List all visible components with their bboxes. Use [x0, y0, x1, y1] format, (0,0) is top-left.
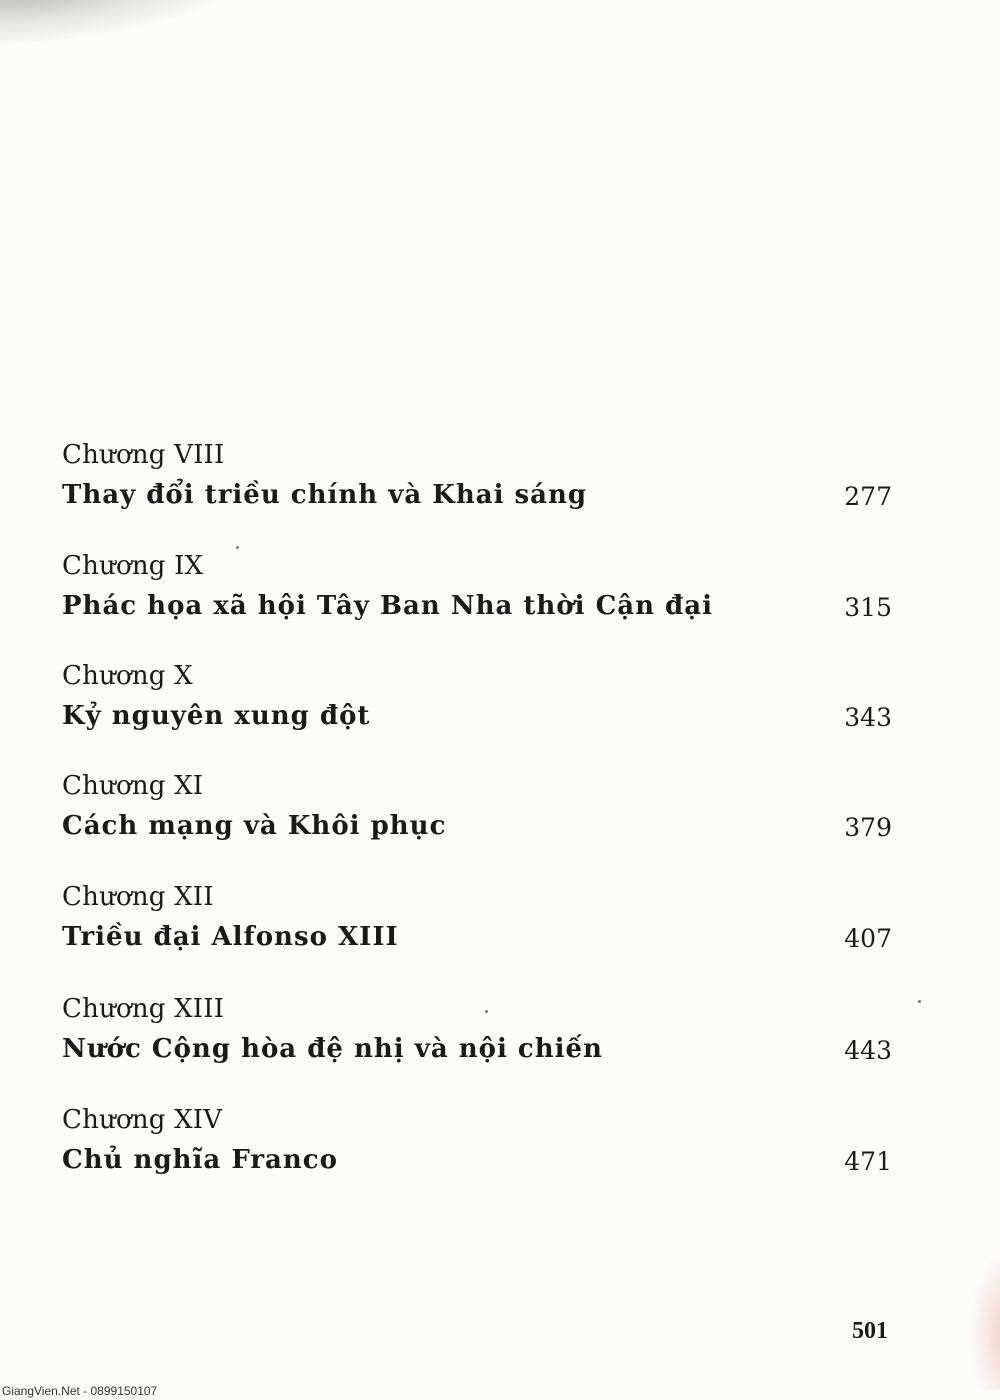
chapter-page-number: 379 [844, 813, 892, 842]
chapter-title: Nước Cộng hòa đệ nhị và nội chiến [62, 1034, 603, 1064]
chapter-page-number: 343 [844, 703, 892, 732]
chapter-number: Chương XII [62, 882, 214, 912]
chapter-number: Chương XIII [62, 994, 225, 1024]
chapter-title: Cách mạng và Khôi phục [62, 811, 447, 841]
chapter-title: Kỷ nguyên xung đột [62, 701, 371, 731]
toc-entry [62, 661, 922, 741]
chapter-number: Chương VIII [62, 440, 225, 470]
toc-entry [62, 882, 922, 962]
page-edge-shadow [0, 0, 264, 51]
watermark: GiangVien.Net - 0899150107 [2, 1384, 158, 1398]
chapter-page-number: 471 [844, 1147, 892, 1176]
toc-entry [62, 1105, 922, 1185]
chapter-page-number: 407 [844, 924, 892, 953]
page-folio: 501 [852, 1318, 888, 1344]
toc-entry [62, 771, 922, 851]
chapter-page-number: 443 [844, 1036, 892, 1065]
chapter-page-number: 277 [844, 482, 892, 511]
chapter-title: Chủ nghĩa Franco [62, 1145, 338, 1175]
chapter-number: Chương X [62, 661, 193, 691]
chapter-title: Triều đại Alfonso XIII [62, 922, 399, 952]
toc-entry [62, 994, 922, 1074]
toc-entry [62, 551, 922, 631]
dust-speck [918, 1000, 921, 1003]
chapter-number: Chương IX [62, 551, 204, 581]
chapter-number: Chương XI [62, 771, 204, 801]
chapter-page-number: 315 [844, 593, 892, 622]
finger-shadow [970, 1250, 1000, 1390]
toc-entry [62, 440, 922, 520]
chapter-title: Thay đổi triều chính và Khai sáng [62, 480, 588, 510]
chapter-title: Phác họa xã hội Tây Ban Nha thời Cận đại [62, 591, 713, 621]
dust-speck [485, 1010, 488, 1013]
dust-speck [236, 546, 239, 549]
chapter-number: Chương XIV [62, 1105, 223, 1135]
